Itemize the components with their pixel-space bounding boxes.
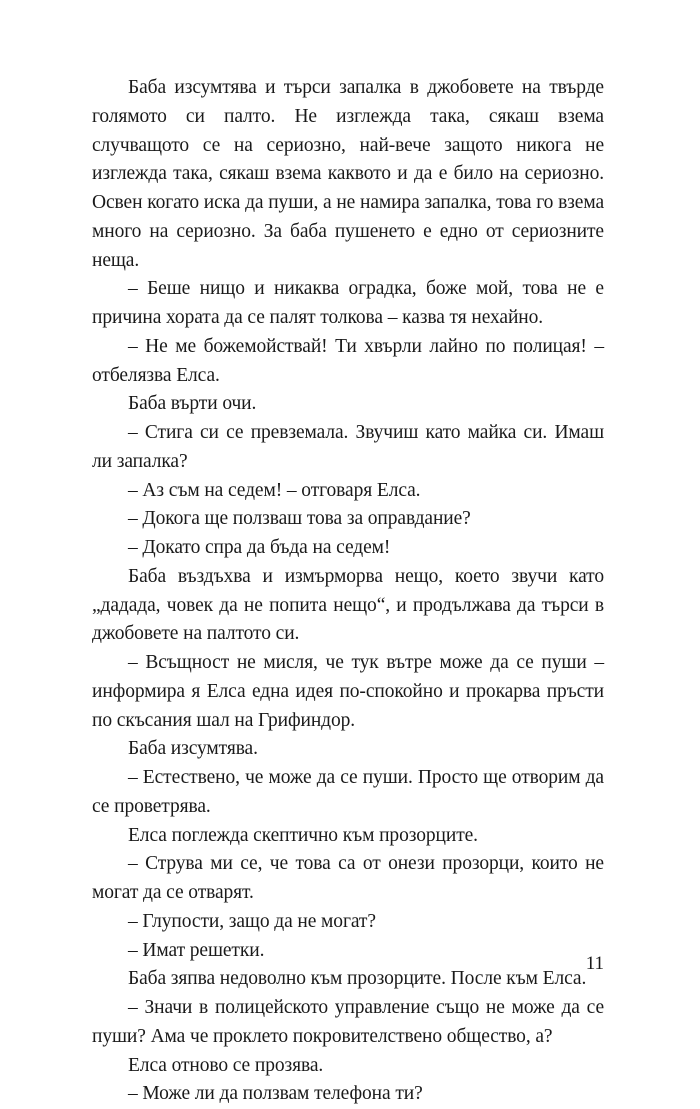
paragraph: – Беше нищо и никаква оградка, боже мой, това не е причина хората да се палят толкова – казва тя нехайно.: [92, 278, 604, 328]
paragraph: – Може ли да ползвам телефона ти?: [128, 1083, 423, 1105]
paragraph: Елса поглежда скептично към прозорците.: [128, 824, 478, 846]
paragraph: Баба върти очи.: [128, 393, 257, 415]
paragraph: Баба въздъхва и измърморва нещо, което звучи като „дадада, човек да не попита нещо“, и продължава да търси в джобовете на палтото си.: [92, 565, 604, 645]
paragraph: – Аз съм на седем! – отговаря Елса.: [128, 479, 421, 501]
paragraph: Баба изсумтява и търси запалка в джобовете на твърде голямото си палто. Не изглежда така, сякаш взема случващото се на сериозно, най-вече защото никога не изглежда така, сякаш взема каквото и да е било на сериозно. Освен когато иска да пуши, а не намира запалка, това го взема много на сериозно. За баба пушенето е едно от сериозните неща.: [92, 77, 604, 271]
paragraph: – Докога ще ползваш това за оправдание?: [128, 508, 471, 530]
paragraph: Баба зяпва недоволно към прозорците. После към Елса.: [128, 968, 587, 990]
page-number: 11: [585, 953, 604, 974]
page-body: [92, 74, 604, 1109]
paragraph: – Всъщност не мисля, че тук вътре може да се пуши – информира я Елса една идея по-спокойно и прокарва пръсти по скъсания шал на Грифиндор.: [92, 652, 604, 731]
paragraph: – Стига си се превземала. Звучиш като майка си. Имаш ли запалка?: [92, 422, 604, 472]
paragraph: – Глупости, защо да не могат?: [128, 910, 376, 932]
paragraph: – Значи в полицейското управление също не може да се пуши? Ама че проклето покровителствено общество, а?: [92, 997, 604, 1047]
paragraph: – Струва ми се, че това са от онези прозорци, които не могат да се отварят.: [92, 853, 604, 903]
paragraph: Баба изсумтява.: [128, 738, 258, 760]
paragraph: Елса отново се прозява.: [128, 1054, 324, 1076]
paragraph: – Докато спра да бъда на седем!: [128, 537, 391, 558]
paragraph: – Естествено, че може да се пуши. Просто ще отворим да се проветрява.: [92, 767, 604, 817]
paragraph: – Не ме божемойствай! Ти хвърли лайно по полицая! – отбелязва Елса.: [92, 335, 604, 386]
paragraph: – Имат решетки.: [128, 939, 265, 961]
